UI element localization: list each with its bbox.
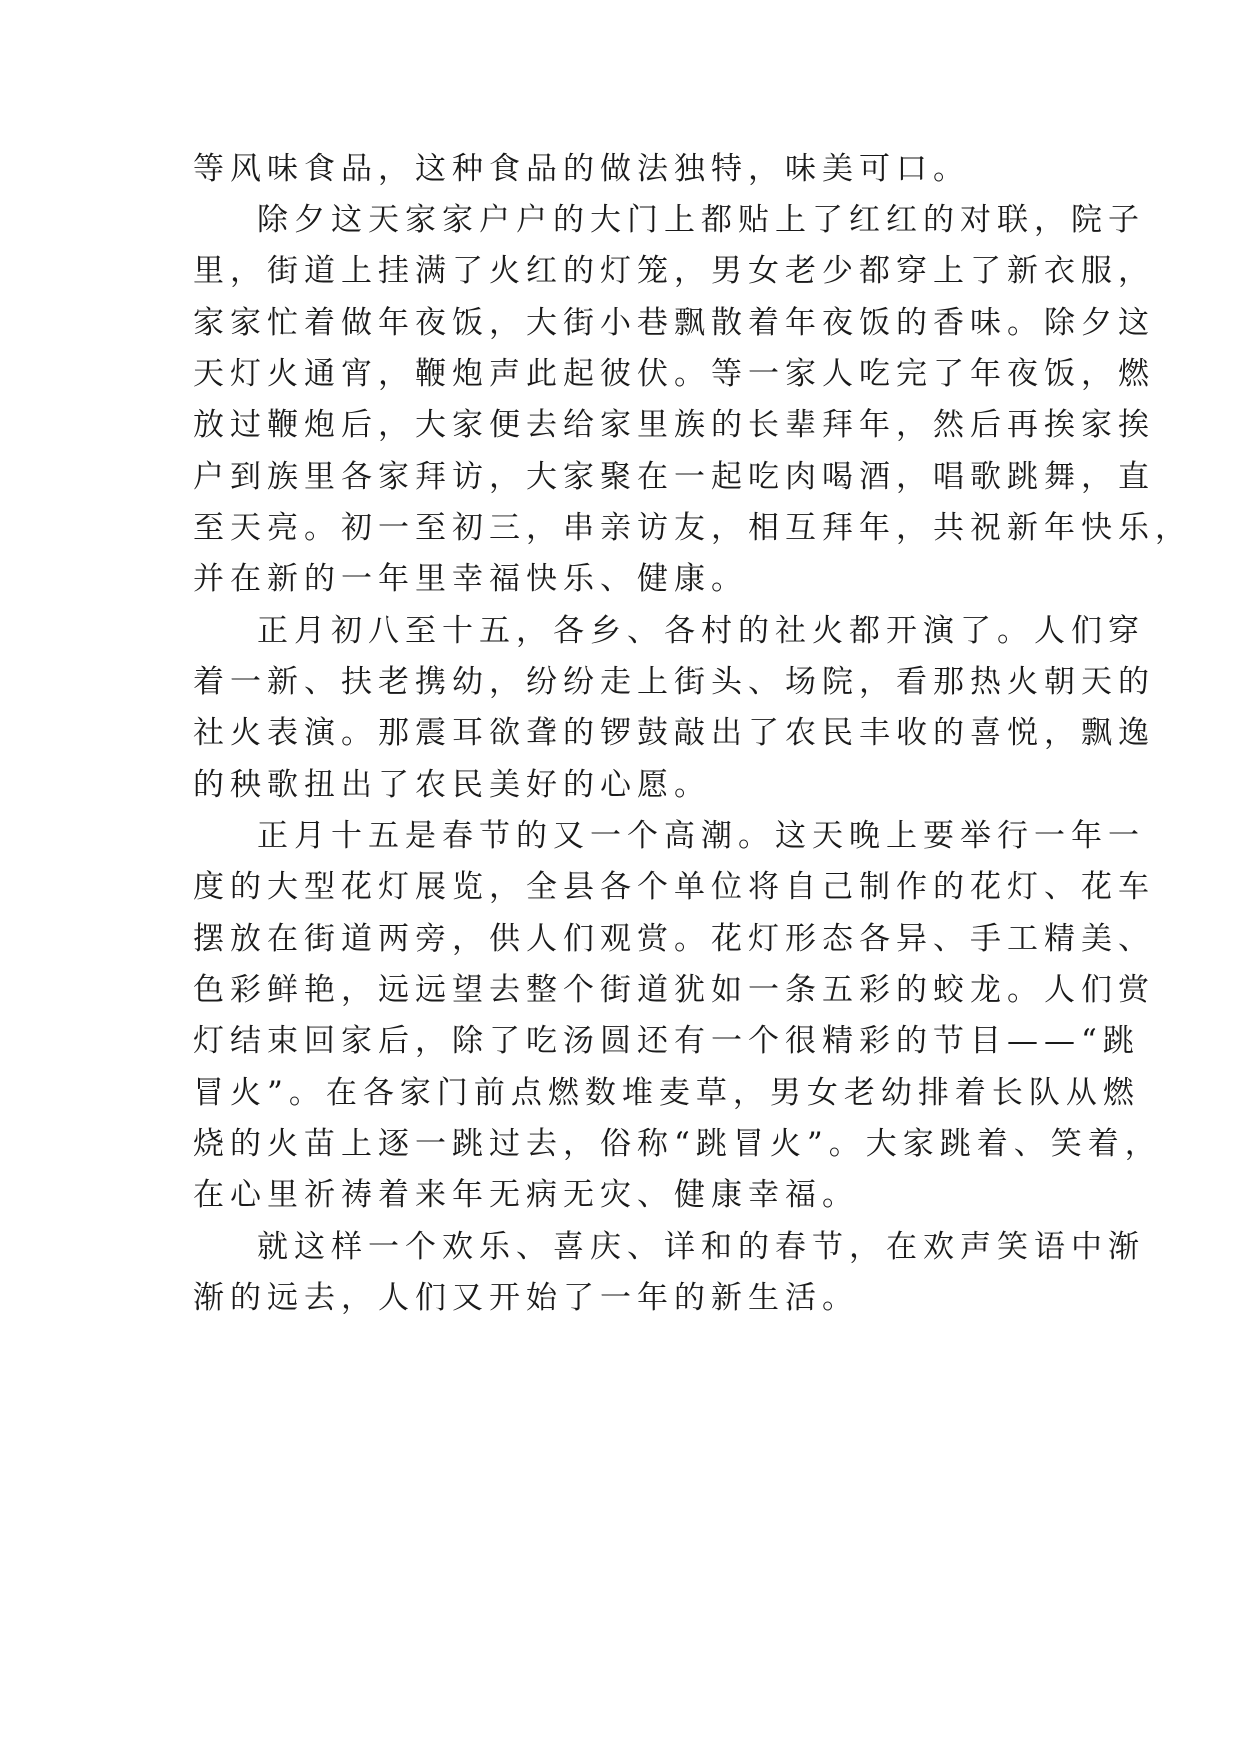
text-line: 户到族里各家拜访，大家聚在一起吃肉喝酒，唱歌跳舞，直	[193, 459, 1155, 495]
paragraph-first-line: 就这样一个欢乐、喜庆、详和的春节，在欢声笑语中渐	[257, 1229, 1145, 1265]
text-line: 的秧歌扭出了农民美好的心愿。	[193, 767, 711, 803]
text-line: 并在新的一年里幸福快乐、健康。	[193, 561, 748, 597]
paragraph-first-line: 除夕这天家家户户的大门上都贴上了红红的对联，院子	[257, 202, 1145, 238]
text-line: 摆放在街道两旁，供人们观赏。花灯形态各异、手工精美、	[193, 921, 1155, 957]
text-line: 色彩鲜艳，远远望去整个街道犹如一条五彩的蛟龙。人们赏	[193, 972, 1155, 1008]
text-line: 灯结束回家后，除了吃汤圆还有一个很精彩的节目——“跳	[193, 1023, 1140, 1059]
text-line: 天灯火通宵，鞭炮声此起彼伏。等一家人吃完了年夜饭，燃	[193, 356, 1155, 392]
text-line: 烧的火苗上逐一跳过去，俗称“跳冒火”。大家跳着、笑着，	[193, 1126, 1162, 1162]
text-line: 在心里祈祷着来年无病无灾、健康幸福。	[193, 1177, 859, 1213]
text-line: 社火表演。那震耳欲聋的锣鼓敲出了农民丰收的喜悦，飘逸	[193, 715, 1155, 751]
text-line: 渐的远去，人们又开始了一年的新生活。	[193, 1280, 859, 1316]
text-line: 度的大型花灯展览，全县各个单位将自己制作的花灯、花车	[193, 869, 1155, 905]
text-line: 放过鞭炮后，大家便去给家里族的长辈拜年，然后再挨家挨	[193, 407, 1155, 443]
text-line: 家家忙着做年夜饭，大街小巷飘散着年夜饭的香味。除夕这	[193, 305, 1155, 341]
text-line: 等风味食品，这种食品的做法独特，味美可口。	[193, 151, 970, 187]
text-line: 至天亮。初一至初三，串亲访友，相互拜年，共祝新年快乐，	[193, 510, 1192, 546]
paragraph-first-line: 正月十五是春节的又一个高潮。这天晚上要举行一年一	[257, 818, 1145, 854]
text-line: 里，街道上挂满了火红的灯笼，男女老少都穿上了新衣服，	[193, 253, 1155, 289]
paragraph-first-line: 正月初八至十五，各乡、各村的社火都开演了。人们穿	[257, 613, 1145, 649]
text-line: 着一新、扶老携幼，纷纷走上街头、场院，看那热火朝天的	[193, 664, 1155, 700]
text-line: 冒火”。在各家门前点燃数堆麦草，男女老幼排着长队从燃	[193, 1075, 1140, 1111]
